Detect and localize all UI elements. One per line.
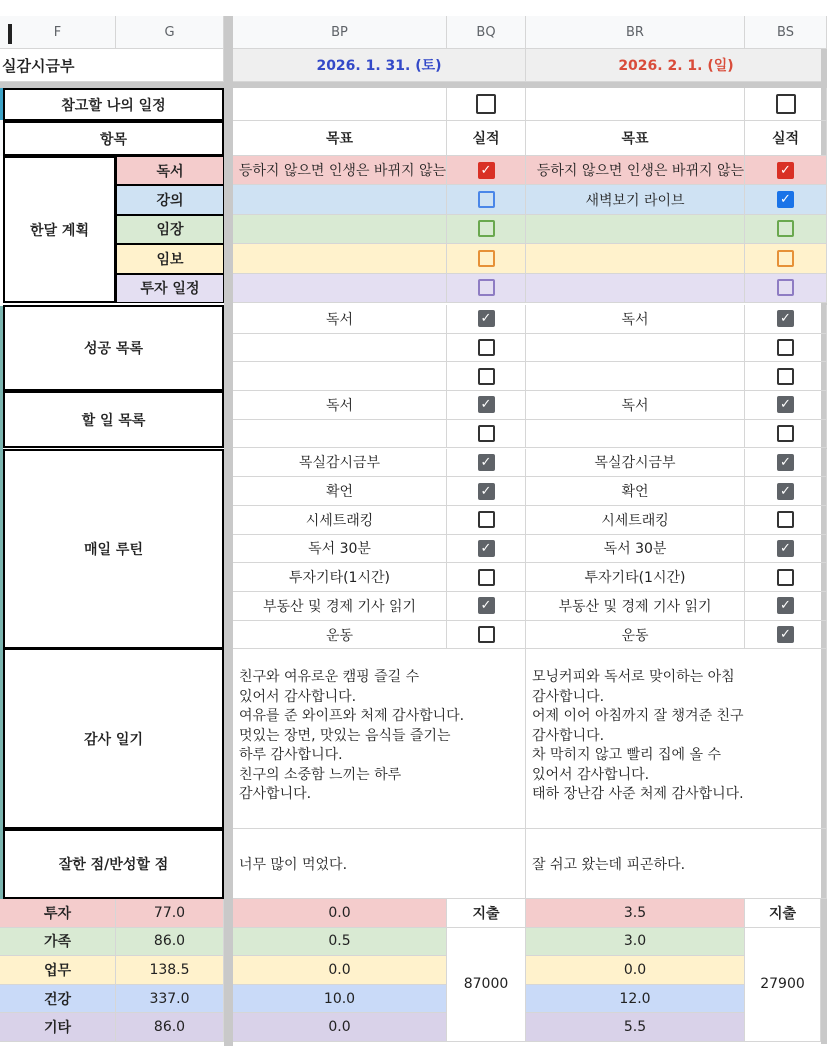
budget-name-1-text: 가족: [43, 934, 72, 951]
monthly-item-0[interactable]: [116, 156, 224, 185]
success-br-1[interactable]: [526, 334, 745, 363]
ref-br[interactable]: [526, 88, 745, 121]
routine-bs-5[interactable]: [745, 592, 827, 621]
budget-name-0-text: 투자: [43, 905, 72, 922]
budget-bp-1-text: 0.5: [328, 933, 351, 950]
success-br-2[interactable]: [526, 362, 745, 391]
sheet-title-text: 실감시금부: [2, 56, 75, 75]
monthly-bq-checkbox-3[interactable]: [478, 250, 495, 267]
gratitude-bp-text: 친구와 여유로운 캠핑 즐길 수 있어서 감사합니다. 여유를 준 와이프와 처제 감사합니다. 멋있는 장면, 맛있는 음식들 즐기는 하루 감사합니다. 친구의 소중함 느끼는 하루 감사합니다.: [239, 669, 465, 802]
success-bq-0[interactable]: [447, 305, 526, 334]
budget-total-2-text: 138.5: [149, 961, 190, 978]
routine-bp-1[interactable]: [233, 477, 447, 506]
budget-br-2[interactable]: [526, 956, 745, 985]
routine-bp-0-text: 목실감시금부: [298, 455, 381, 472]
expense-bq-text: 87000: [463, 976, 509, 993]
routine-br-1-text: 확언: [621, 484, 649, 501]
monthly-bs-checkbox-2[interactable]: [777, 220, 794, 237]
actual-header-bs-text: 실적: [771, 131, 800, 147]
monthly-br-0-text: 등하지 않으면 인생은 바뀌지 않는: [536, 163, 744, 180]
routine-bq-checkbox-3[interactable]: ✓: [478, 540, 495, 557]
success-bs-checkbox-1[interactable]: [777, 339, 794, 356]
budget-name-3[interactable]: [0, 985, 116, 1014]
routine-bp-5[interactable]: [233, 592, 447, 621]
monthly-bp-0-text: 등하지 않으면 인생은 바뀌지 않는: [238, 163, 446, 180]
col-header-bp[interactable]: [233, 16, 447, 49]
col-header-bs[interactable]: [745, 16, 827, 49]
monthly-bs-checkbox-0[interactable]: ✓: [777, 162, 794, 179]
monthly-bq-2[interactable]: [447, 215, 526, 244]
routine-bp-3[interactable]: [233, 535, 447, 564]
routine-br-4[interactable]: [526, 563, 745, 592]
routine-br-0[interactable]: [526, 449, 745, 478]
reflection-label[interactable]: [3, 829, 224, 899]
routine-bq-5[interactable]: [447, 592, 526, 621]
date-bp-text: 2026. 1. 31. (토): [316, 58, 442, 74]
monthly-bq-4[interactable]: [447, 274, 526, 303]
success-bp-0-text: 독서: [325, 311, 354, 328]
item-header-text: 항목: [99, 131, 128, 148]
sheet-title[interactable]: [0, 49, 224, 82]
routine-br-6-text: 운동: [621, 627, 649, 644]
budget-bp-2-text: 0.0: [328, 961, 351, 978]
ref-bp[interactable]: [233, 88, 447, 121]
budget-br-1-text: 3.0: [623, 933, 647, 950]
reflection-br-text: 잘 쉬고 왔는데 피곤하다.: [532, 856, 686, 873]
monthly-bq-checkbox-2[interactable]: [478, 220, 495, 237]
budget-bp-3[interactable]: [233, 985, 447, 1014]
monthly-item-2-text: 임장: [156, 222, 184, 239]
gratitude-label-text: 감사 일기: [84, 731, 143, 748]
actual-header-bs[interactable]: [745, 121, 827, 156]
col-header-g-text: G: [164, 24, 175, 40]
monthly-bp-4[interactable]: [233, 274, 447, 303]
monthly-bp-1[interactable]: [233, 185, 447, 214]
routine-br-2[interactable]: [526, 506, 745, 535]
ref-schedule-label-text: 참고할 나의 일정: [61, 97, 166, 114]
success-bq-checkbox-0[interactable]: ✓: [478, 310, 495, 327]
expense-bq[interactable]: [447, 928, 526, 1042]
goal-header-bp-text: 목표: [325, 131, 354, 147]
routine-bq-checkbox-4[interactable]: [478, 569, 495, 586]
routine-br-2-text: 시세트래킹: [601, 512, 669, 529]
routine-bs-4[interactable]: [745, 563, 827, 592]
todo-bs-checkbox-1[interactable]: [777, 425, 794, 442]
budget-bp-3-text: 10.0: [323, 990, 356, 1007]
reflection-br[interactable]: [526, 829, 827, 899]
monthly-item-1-text: 강의: [156, 193, 184, 210]
routine-bq-3[interactable]: [447, 535, 526, 564]
monthly-br-1-text: 새벽보기 라이브: [585, 192, 685, 209]
todo-label[interactable]: [3, 391, 224, 448]
budget-total-4[interactable]: [116, 1013, 224, 1042]
budget-br-2-text: 0.0: [623, 961, 647, 978]
reflection-label-text: 잘한 점/반성할 점: [58, 857, 169, 873]
budget-br-0-text: 3.5: [623, 904, 647, 921]
col-header-bq[interactable]: [447, 16, 526, 49]
todo-br-0-text: 독서: [621, 397, 649, 414]
success-bs-checkbox-0[interactable]: ✓: [777, 310, 794, 327]
monthly-bs-0[interactable]: [745, 156, 827, 185]
ref-schedule-label[interactable]: [3, 88, 224, 121]
goal-header-br[interactable]: [526, 121, 745, 156]
budget-total-4-text: 86.0: [153, 1019, 186, 1036]
todo-br-1[interactable]: [526, 420, 745, 449]
success-bp-0[interactable]: [233, 305, 447, 334]
routine-bq-checkbox-0[interactable]: ✓: [478, 454, 495, 471]
date-br[interactable]: [526, 49, 827, 82]
todo-label-text: 할 일 목록: [81, 412, 146, 429]
col-header-bs-text: BS: [777, 24, 794, 40]
routine-bq-2[interactable]: [447, 506, 526, 535]
success-br-0[interactable]: [526, 305, 745, 334]
gratitude-br-text: 모닝커피와 독서로 맞이하는 아침 감사합니다. 어제 이어 아침까지 잘 챙겨준 친구 감사합니다. 차 막히지 않고 빨리 집에 올 수 있어서 감사합니다. 태하 장난감 사준 처제 감사합니다.: [532, 669, 744, 802]
routine-bs-checkbox-1[interactable]: ✓: [777, 483, 794, 500]
col-header-f-text: F: [53, 24, 62, 40]
budget-bp-1[interactable]: [233, 928, 447, 957]
routine-bp-3-text: 독서 30분: [308, 541, 371, 558]
gratitude-label[interactable]: [3, 648, 224, 829]
monthly-item-3[interactable]: [116, 244, 224, 273]
routine-bq-checkbox-6[interactable]: [478, 626, 495, 643]
routine-bp-1-text: 확언: [325, 484, 354, 501]
budget-total-1[interactable]: [116, 928, 224, 957]
monthly-bq-3[interactable]: [447, 244, 526, 273]
todo-br-0[interactable]: [526, 391, 745, 420]
budget-name-4-text: 기타: [43, 1020, 72, 1037]
expense-bs-text: 27900: [760, 976, 805, 993]
ref-bs-checkbox[interactable]: [776, 94, 796, 114]
col-header-f[interactable]: [0, 16, 116, 49]
actual-header-bq-text: 실적: [472, 131, 500, 147]
todo-bp-0[interactable]: [233, 391, 447, 420]
success-bp-2[interactable]: [233, 362, 447, 391]
success-bs-checkbox-2[interactable]: [777, 368, 794, 385]
routine-bp-2-text: 시세트래킹: [305, 512, 374, 529]
routine-bq-0[interactable]: [447, 449, 526, 478]
selection-marker: [8, 24, 12, 44]
actual-header-bq[interactable]: [447, 121, 526, 156]
monthly-br-3[interactable]: [526, 244, 745, 273]
monthly-bs-checkbox-4[interactable]: [777, 279, 794, 296]
success-label-text: 성공 목록: [84, 341, 143, 358]
routine-br-1[interactable]: [526, 477, 745, 506]
monthly-bq-checkbox-4[interactable]: [478, 279, 495, 296]
expense-header-bs[interactable]: [745, 899, 821, 928]
budget-br-1[interactable]: [526, 928, 745, 957]
routine-bs-1[interactable]: [745, 477, 827, 506]
ref-bq[interactable]: [447, 88, 526, 121]
gratitude-bp[interactable]: [233, 648, 526, 829]
date-bp[interactable]: [233, 49, 526, 82]
routine-br-6[interactable]: [526, 621, 745, 650]
monthly-item-3-text: 임보: [156, 251, 184, 268]
ref-bs[interactable]: [745, 88, 827, 121]
col-header-br[interactable]: [526, 16, 745, 49]
budget-name-2-text: 업무: [43, 962, 72, 979]
monthly-bq-checkbox-1[interactable]: [478, 191, 495, 208]
monthly-item-1[interactable]: [116, 185, 224, 214]
monthly-item-4[interactable]: [116, 274, 224, 303]
expense-header-bs-text: 지출: [768, 905, 797, 922]
budget-total-1-text: 86.0: [153, 933, 186, 950]
col-header-bp-text: BP: [331, 24, 348, 40]
monthly-bs-3[interactable]: [745, 244, 827, 273]
routine-bp-5-text: 부동산 및 경제 기사 읽기: [262, 598, 417, 615]
monthly-item-0-text: 독서: [156, 163, 184, 180]
routine-bp-4-text: 투자기타(1시간): [289, 570, 390, 587]
routine-bq-checkbox-1[interactable]: ✓: [478, 483, 495, 500]
routine-br-4-text: 투자기타(1시간): [584, 570, 686, 587]
todo-bs-checkbox-0[interactable]: ✓: [777, 396, 794, 413]
monthly-bp-3[interactable]: [233, 244, 447, 273]
routine-bq-checkbox-2[interactable]: [478, 511, 495, 528]
goal-header-br-text: 목표: [621, 131, 649, 147]
ref-bq-checkbox[interactable]: [476, 94, 496, 114]
monthly-item-4-text: 투자 일정: [140, 281, 200, 298]
budget-br-4[interactable]: [526, 1013, 745, 1042]
routine-bq-6[interactable]: [447, 621, 526, 650]
expense-header-bq-text: 지출: [472, 905, 500, 922]
budget-total-3[interactable]: [116, 985, 224, 1014]
routine-bq-1[interactable]: [447, 477, 526, 506]
todo-bq-checkbox-0[interactable]: ✓: [478, 396, 495, 413]
budget-name-4[interactable]: [0, 1013, 116, 1042]
todo-bq-checkbox-1[interactable]: [478, 425, 495, 442]
budget-bp-4-text: 0.0: [328, 1019, 351, 1036]
success-bs-0[interactable]: [745, 305, 827, 334]
routine-bq-4[interactable]: [447, 563, 526, 592]
budget-name-1[interactable]: [0, 928, 116, 957]
monthly-bs-checkbox-3[interactable]: [777, 250, 794, 267]
routine-bs-2[interactable]: [745, 506, 827, 535]
success-bq-2[interactable]: [447, 362, 526, 391]
routine-bs-0[interactable]: [745, 449, 827, 478]
success-br-0-text: 독서: [621, 311, 649, 328]
gratitude-br[interactable]: [526, 648, 827, 829]
monthly-br-2[interactable]: [526, 215, 745, 244]
routine-br-0-text: 목실감시금부: [594, 455, 676, 472]
success-bp-1[interactable]: [233, 334, 447, 363]
reflection-bp[interactable]: [233, 829, 526, 899]
routine-bs-checkbox-3[interactable]: ✓: [777, 540, 794, 557]
routine-bp-2[interactable]: [233, 506, 447, 535]
monthly-bs-4[interactable]: [745, 274, 827, 303]
budget-bp-2[interactable]: [233, 956, 447, 985]
monthly-br-1[interactable]: [526, 185, 745, 214]
routine-bs-checkbox-2[interactable]: [777, 511, 794, 528]
success-bq-checkbox-1[interactable]: [478, 339, 495, 356]
monthly-bs-1[interactable]: [745, 185, 827, 214]
routine-label-text: 매일 루틴: [84, 541, 143, 558]
budget-br-0[interactable]: [526, 899, 745, 928]
budget-total-3-text: 337.0: [149, 990, 190, 1007]
budget-br-4-text: 5.5: [623, 1019, 647, 1036]
routine-bp-4[interactable]: [233, 563, 447, 592]
todo-bp-0-text: 독서: [325, 397, 354, 414]
col-header-bq-text: BQ: [476, 24, 496, 40]
budget-total-0-text: 77.0: [153, 904, 186, 921]
routine-bs-checkbox-0[interactable]: ✓: [777, 454, 794, 471]
budget-bp-0-text: 0.0: [328, 904, 351, 921]
monthly-item-2[interactable]: [116, 215, 224, 244]
item-header[interactable]: [3, 121, 224, 156]
budget-name-0[interactable]: [0, 899, 116, 928]
monthly-br-0[interactable]: [526, 156, 745, 185]
monthly-bp-0[interactable]: [233, 156, 447, 185]
budget-name-3-text: 건강: [43, 991, 72, 1008]
budget-bp-4[interactable]: [233, 1013, 447, 1042]
routine-bs-checkbox-6[interactable]: ✓: [777, 626, 794, 643]
expense-header-bq[interactable]: [447, 899, 526, 928]
routine-bs-3[interactable]: [745, 535, 827, 564]
success-label[interactable]: [3, 305, 224, 391]
expense-bs[interactable]: [745, 928, 821, 1042]
routine-label[interactable]: [3, 449, 224, 650]
routine-br-3-text: 독서 30분: [603, 541, 667, 558]
success-bq-1[interactable]: [447, 334, 526, 363]
routine-bs-checkbox-4[interactable]: [777, 569, 794, 586]
budget-br-3-text: 12.0: [619, 990, 651, 1007]
monthly-plan-label-text: 한달 계획: [30, 222, 89, 239]
monthly-bq-1[interactable]: [447, 185, 526, 214]
success-bq-checkbox-2[interactable]: [478, 368, 495, 385]
budget-br-3[interactable]: [526, 985, 745, 1014]
routine-bq-checkbox-5[interactable]: ✓: [478, 597, 495, 614]
budget-bp-0[interactable]: [233, 899, 447, 928]
reflection-bp-text: 너무 많이 먹었다.: [239, 856, 348, 873]
routine-br-5-text: 부동산 및 경제 기사 읽기: [558, 598, 712, 615]
budget-name-2[interactable]: [0, 956, 116, 985]
routine-bp-6-text: 운동: [325, 627, 354, 644]
monthly-bs-checkbox-1[interactable]: ✓: [777, 191, 794, 208]
monthly-plan-label[interactable]: [3, 156, 116, 303]
monthly-bs-2[interactable]: [745, 215, 827, 244]
routine-bp-0[interactable]: [233, 449, 447, 478]
routine-bs-6[interactable]: [745, 621, 827, 650]
success-bs-1[interactable]: [745, 334, 827, 363]
routine-bp-6[interactable]: [233, 621, 447, 650]
col-header-g[interactable]: [116, 16, 224, 49]
todo-bs-0[interactable]: [745, 391, 827, 420]
todo-bq-0[interactable]: [447, 391, 526, 420]
monthly-bq-0[interactable]: [447, 156, 526, 185]
goal-header-bp[interactable]: [233, 121, 447, 156]
routine-br-3[interactable]: [526, 535, 745, 564]
date-br-text: 2026. 2. 1. (일): [618, 58, 734, 74]
todo-bs-1[interactable]: [745, 420, 827, 449]
monthly-br-4[interactable]: [526, 274, 745, 303]
monthly-bq-checkbox-0[interactable]: ✓: [478, 162, 495, 179]
todo-bp-1[interactable]: [233, 420, 447, 449]
monthly-bp-2[interactable]: [233, 215, 447, 244]
budget-total-2[interactable]: [116, 956, 224, 985]
col-header-br-text: BR: [626, 24, 644, 40]
todo-bq-1[interactable]: [447, 420, 526, 449]
frozen-divider: [224, 16, 233, 1046]
routine-bs-checkbox-5[interactable]: ✓: [777, 597, 794, 614]
routine-br-5[interactable]: [526, 592, 745, 621]
budget-total-0[interactable]: [116, 899, 224, 928]
success-bs-2[interactable]: [745, 362, 827, 391]
